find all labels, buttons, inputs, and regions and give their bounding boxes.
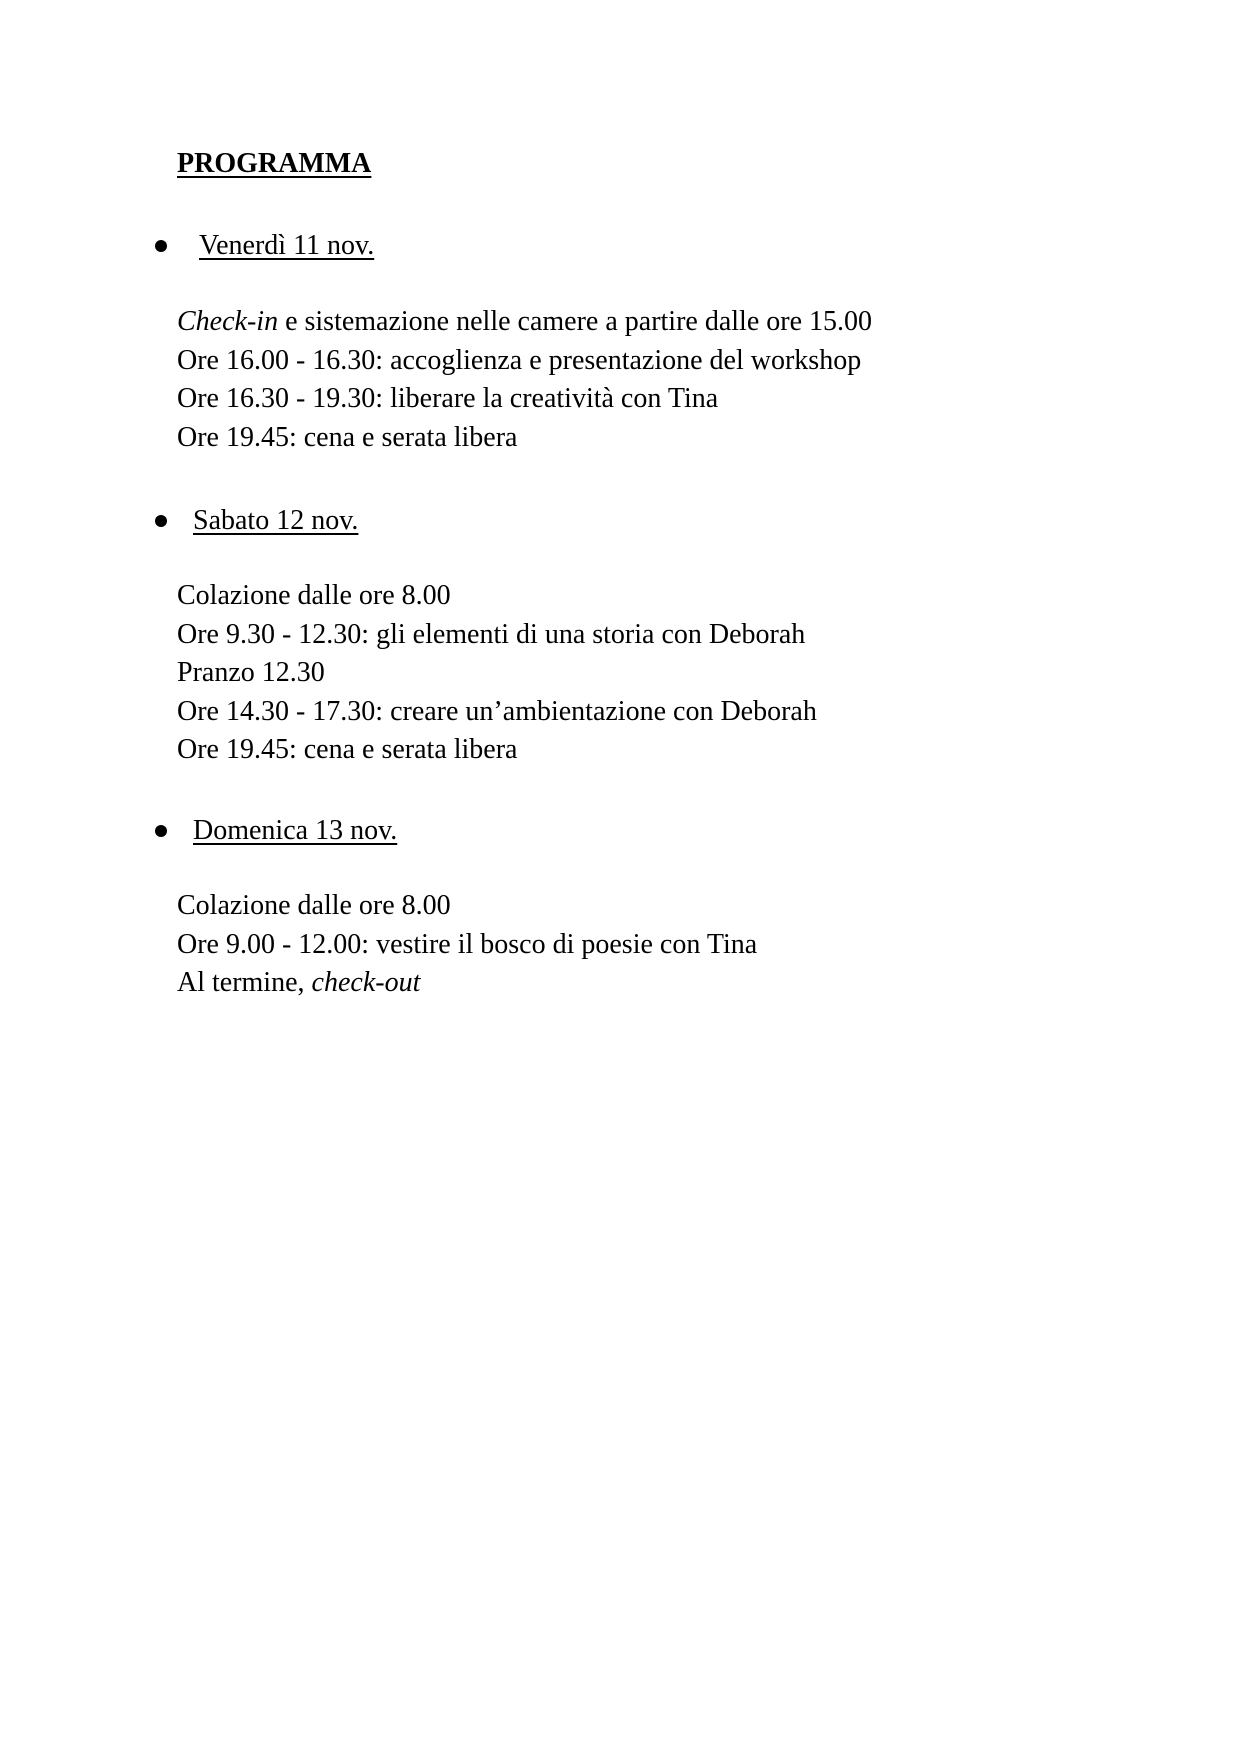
schedule-line: Ore 16.00 - 16.30: accoglienza e presentazione del workshop (177, 344, 862, 376)
bullet-icon (155, 515, 167, 527)
schedule-line: Ore 14.30 - 17.30: creare un’ambientazione con Deborah (177, 695, 817, 727)
schedule-line: Ore 9.30 - 12.30: gli elementi di una storia con Deborah (177, 618, 806, 650)
schedule-line: Check-in e sistemazione nelle camere a partire dalle ore 15.00 (177, 306, 872, 337)
day-schedule-saturday (177, 577, 817, 770)
bullet-icon (155, 825, 167, 837)
day-schedule-friday (177, 303, 872, 457)
day-label: Sabato 12 nov. (193, 505, 359, 536)
schedule-line: Pranzo 12.30 (177, 657, 325, 689)
page-title: PROGRAMMA (177, 148, 372, 179)
schedule-line: Colazione dalle ore 8.00 (177, 890, 451, 921)
day-schedule-sunday (177, 887, 757, 1003)
schedule-line: Ore 19.45: cena e serata libera (177, 421, 518, 453)
schedule-line: Ore 9.00 - 12.00: vestire il bosco di poesie con Tina (177, 928, 758, 960)
day-heading-saturday (0, 503, 1240, 539)
schedule-line: Ore 19.45: cena e serata libera (177, 734, 518, 766)
schedule-line: Ore 16.30 - 19.30: liberare la creatività con Tina (177, 383, 719, 415)
schedule-line: Al termine, check-out (177, 967, 421, 999)
day-heading-sunday (0, 813, 1240, 849)
day-label: Venerdì 11 nov. (199, 230, 375, 261)
day-heading-friday (0, 228, 1240, 264)
schedule-line: Colazione dalle ore 8.00 (177, 580, 451, 611)
day-label: Domenica 13 nov. (193, 815, 398, 846)
bullet-icon (155, 240, 167, 252)
